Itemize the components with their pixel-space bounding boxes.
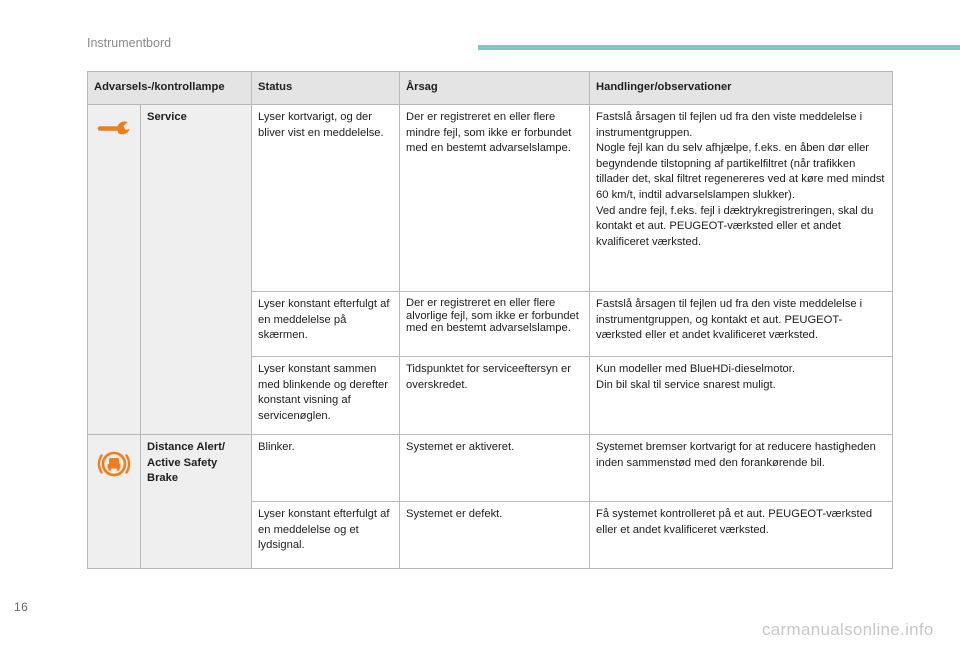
lamp-name: Distance Alert/ Active Safety Brake	[141, 435, 252, 569]
active-safety-brake-icon	[97, 472, 131, 484]
action-line: Ved andre fejl, f.eks. fejl i dæktrykregistreringen, skal du kontakt et aut. PEUGEOT-værksted eller et andet kvalificeret værksted.	[596, 204, 874, 248]
wrench-icon	[97, 128, 131, 140]
status-cell: Lyser konstant sammen med blinkende og derefter konstant visning af servicenøglen.	[252, 357, 400, 435]
actions-cell	[590, 105, 893, 292]
action-line: Din bil skal til service snarest muligt.	[596, 378, 776, 391]
actions-cell	[590, 435, 893, 502]
lamp-name: Service	[141, 105, 252, 435]
column-header-status: Status	[252, 72, 400, 105]
action-line: Fastslå årsagen til fejlen ud fra den viste meddelelse i instrumentgruppen.	[596, 111, 863, 139]
header-accent-bar	[478, 45, 960, 50]
status-cell: Lyser konstant efterfulgt af en meddelelse og et lydsignal.	[252, 502, 400, 569]
action-line: Nogle fejl kan du selv afhjælpe, f.eks. en åben dør eller begyndende tilstopning af partikelfiltret (når trafikken tillader det, skal filtret regenereres ved at køre med mindst 60 km/t, indtil advarselslampen slukker).	[596, 142, 885, 201]
table-row	[88, 105, 893, 292]
status-cell: Lyser kortvarigt, og der bliver vist en meddelelse.	[252, 105, 400, 292]
column-header-lamp: Advarsels-/kontrollampe	[88, 72, 252, 105]
table-row	[88, 435, 893, 502]
section-title: Instrumentbord	[87, 36, 172, 50]
page-number: 16	[14, 600, 29, 614]
cause-cell: Tidspunktet for serviceeftersyn er overskredet.	[400, 357, 590, 435]
cause-cell: Der er registreret en eller flere alvorlige fejl, som ikke er forbundet med en bestemt advarselslampe.	[400, 292, 590, 357]
cause-cell: Systemet er aktiveret.	[400, 435, 590, 502]
service-icon-cell	[88, 105, 141, 435]
status-cell: Lyser konstant efterfulgt af en meddelelse på skærmen.	[252, 292, 400, 357]
column-header-cause: Årsag	[400, 72, 590, 105]
warning-lamp-table	[87, 71, 893, 569]
table-header-row	[88, 72, 893, 105]
cause-cell: Systemet er defekt.	[400, 502, 590, 569]
column-header-actions: Handlinger/observationer	[590, 72, 893, 105]
action-line: Systemet bremser kortvarigt for at reducere hastigheden inden sammenstød med den forankørende bil.	[596, 441, 876, 469]
actions-cell	[590, 292, 893, 357]
footer-watermark: carmanualsonline.info	[762, 620, 934, 639]
distance-alert-icon-cell	[88, 435, 141, 569]
cause-cell: Der er registreret en eller flere mindre fejl, som ikke er forbundet med en bestemt advarselslampe.	[400, 105, 590, 292]
action-line: Få systemet kontrolleret på et aut. PEUGEOT-værksted eller et andet kvalificeret værksted.	[596, 508, 873, 536]
action-line: Kun modeller med BlueHDi-dieselmotor.	[596, 363, 795, 375]
action-line: Fastslå årsagen til fejlen ud fra den viste meddelelse i instrumentgruppen, og kontakt et aut. PEUGEOT-værksted eller et andet kvalificeret værksted.	[596, 298, 863, 342]
actions-cell	[590, 502, 893, 569]
actions-cell	[590, 357, 893, 435]
status-cell: Blinker.	[252, 435, 400, 502]
